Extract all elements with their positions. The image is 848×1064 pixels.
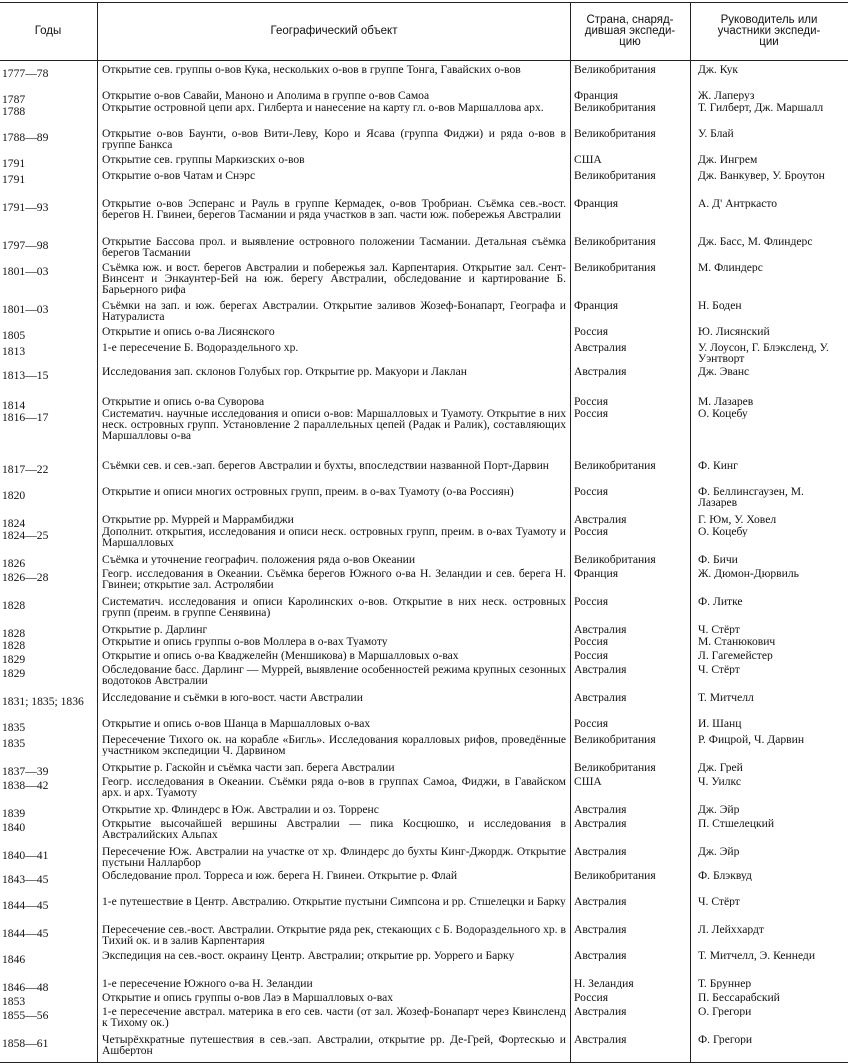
row-leader: Дж. Эванс <box>698 366 750 377</box>
row-country: Франция <box>574 90 619 101</box>
row-leader: Р. Фицрой, Ч. Дарвин <box>698 734 805 745</box>
row-object: Пересечение сев.-вост. Австралии. Открытие ряда рек, стекающих с Б. Водораздельного хр. в Тихий ок. и в залив Карпентария <box>102 924 566 946</box>
row-leader: О. Коцебу <box>698 408 748 419</box>
row-year: 1837—39 <box>2 766 49 777</box>
row-leader: Дж. Басс, М. Флиндерс <box>698 236 813 247</box>
row-year: 1805 <box>2 330 26 341</box>
row-leader: Дж. Эйр <box>698 846 740 857</box>
row-leader: О. Коцебу <box>698 526 748 537</box>
row-object: Съёмки сев. и сев.-зап. берегов Австралии и бухты, впоследствии названной Порт-Дарвин <box>102 460 550 471</box>
row-country: Россия <box>574 326 609 337</box>
row-country: Великобритания <box>574 262 656 273</box>
row-country: Австралия <box>574 846 627 857</box>
row-year: 1788 <box>2 106 26 117</box>
row-object: Открытие о-вов Эсперанс и Рауль в группе Кермадек, о-вов Тробриан. Съёмка сев.-вост. берегов Н. Гвинеи, берегов Тасмании и ряда участков в зап. части юж. побережья Австралии <box>102 198 566 220</box>
row-leader: Ж. Дюмон-Дюрвиль <box>698 568 799 579</box>
row-country: Франция <box>574 300 619 311</box>
row-leader: Л. Гагемейстер <box>698 650 773 661</box>
row-leader: М. Лазарев <box>698 396 754 407</box>
row-year: 1828 <box>2 640 26 651</box>
row-object: Открытие и опись о-вов Шанца в Маршалловых о-вах <box>102 718 371 729</box>
row-year: 1840—41 <box>2 850 49 861</box>
row-object: Дополнит. открытия, исследования и описи неск. островных групп, преим. в о-вах Туамоту и Маршалловых <box>102 526 566 548</box>
row-year: 1846 <box>2 954 26 965</box>
row-country: Великобритания <box>574 128 656 139</box>
row-leader: Т. Митчелл <box>698 692 754 703</box>
row-object: 1-е пересечение Б. Водораздельного хр. <box>102 342 299 353</box>
row-year: 1835 <box>2 738 26 749</box>
row-leader: Л. Лейххардт <box>698 924 764 935</box>
row-year: 1843—45 <box>2 874 49 885</box>
row-leader: Т. Митчелл, Э. Кеннеди <box>698 950 816 961</box>
row-country: Россия <box>574 992 609 1003</box>
row-leader: Ф. Литке <box>698 596 743 607</box>
header-leader: Руководитель или участники экспеди- ции <box>717 13 821 48</box>
row-object: 1-е пересечение австрал. материка в его сев. части (от зал. Жозеф-Бонапарт через Квинсленд к Тихому ок.) <box>102 1006 566 1028</box>
row-leader: Дж. Кук <box>698 64 739 75</box>
row-object: 1-е пересечение Южного о-ва Н. Зеландии <box>102 978 313 989</box>
row-leader: У. Блай <box>698 128 734 139</box>
row-leader: Ф. Блэквуд <box>698 870 752 881</box>
row-leader: Ф. Беллинсгаузен, М. Лазарев <box>698 486 804 508</box>
row-country: Австралия <box>574 924 627 935</box>
row-country: Россия <box>574 650 609 661</box>
row-object: Открытие Бассова прол. и выявление островного положении Тасмании. Детальная съёмка берегов Тасмании <box>102 236 566 258</box>
row-year: 1839 <box>2 808 26 819</box>
row-leader: Ч. Стёрт <box>698 664 740 675</box>
row-year: 1853 <box>2 996 26 1007</box>
row-country: Россия <box>574 486 609 497</box>
row-leader: О. Грегори <box>698 1006 752 1017</box>
row-leader: Ж. Лаперуз <box>698 90 755 101</box>
row-year: 1824—25 <box>2 530 49 541</box>
row-object: Геогр. исследования в Океании. Съёмки ряда о-вов в группах Самоа, Фиджи, в Гавайском арх. и арх. Туамоту <box>102 776 566 798</box>
row-year: 1840 <box>2 822 26 833</box>
row-country: Австралия <box>574 664 627 675</box>
row-object: Экспедиция на сев.-вост. окраину Центр. Австралии; открытие рр. Уоррего и Барку <box>102 950 515 961</box>
row-leader: Г. Юм, У. Ховел <box>698 514 777 525</box>
row-year: 1791 <box>2 174 26 185</box>
row-object: Съёмка и уточнение географич. положения ряда о-вов Океании <box>102 554 416 565</box>
row-object: Открытие островной цепи арх. Гилберта и нанесение на карту гл. о-вов Маршаллова арх. <box>102 102 544 113</box>
row-leader: П. Бессарабский <box>698 992 780 1003</box>
row-year: 1801—03 <box>2 304 49 315</box>
row-country: Великобритания <box>574 236 656 247</box>
row-country: Россия <box>574 396 609 407</box>
row-country: Россия <box>574 526 609 537</box>
row-country: Австралия <box>574 514 627 525</box>
row-object: Открытие р. Дарлинг <box>102 624 208 635</box>
row-object: Съёмка юж. и вост. берегов Австралии и побережья зал. Карпентария. Открытие зал. Сент-Винсент и Энкаунтер-Бей на юж. берегу Австралии, обследование и картирование Б. Барьерного рифа <box>102 262 566 295</box>
row-leader: Ф. Грегори <box>698 1034 753 1045</box>
row-country: Россия <box>574 596 609 607</box>
header-object: Географический объект <box>270 24 398 37</box>
row-leader: Ю. Лисянский <box>698 326 770 337</box>
row-year: 1846—48 <box>2 982 49 993</box>
row-year: 1788—89 <box>2 132 49 143</box>
row-country: Австралия <box>574 1034 627 1045</box>
column-divider <box>570 2 571 1062</box>
row-country: Австралия <box>574 804 627 815</box>
row-object: Исследование и съёмки в юго-вост. части Австралии <box>102 692 363 703</box>
row-year: 1858—61 <box>2 1038 49 1049</box>
row-country: Великобритания <box>574 170 656 181</box>
row-country: Франция <box>574 198 619 209</box>
row-leader: П. Стшелецкий <box>698 818 775 829</box>
row-country: Великобритания <box>574 64 656 75</box>
row-object: Открытие р. Гаскойн и съёмка части зап. берега Австралии <box>102 762 395 773</box>
row-year: 1855—56 <box>2 1010 49 1021</box>
row-year: 1777—78 <box>2 68 49 79</box>
row-year: 1813—15 <box>2 370 49 381</box>
row-country: США <box>574 154 602 165</box>
row-year: 1828 <box>2 628 26 639</box>
row-leader: А. Д' Антркасто <box>698 198 778 209</box>
row-object: Открытие сев. группы о-вов Кука, нескольких о-вов в группе Тонга, Гавайских о-вов <box>102 64 521 75</box>
header-bottom-rule <box>0 60 848 61</box>
row-leader: И. Шанц <box>698 718 742 729</box>
row-object: Открытие сев. группы Маркизских о-вов <box>102 154 305 165</box>
row-year: 1829 <box>2 668 26 679</box>
table-bottom-rule <box>0 1062 848 1063</box>
row-country: Великобритания <box>574 734 656 745</box>
row-leader: Ф. Кинг <box>698 460 738 471</box>
row-country: Австралия <box>574 950 627 961</box>
row-object: Открытие и опись о-ва Лисянского <box>102 326 275 337</box>
row-year: 1824 <box>2 518 26 529</box>
row-leader: Т. Бруннер <box>698 978 752 989</box>
row-year: 1826 <box>2 558 26 569</box>
row-object: Открытие о-вов Чатам и Снэрс <box>102 170 256 181</box>
header-years: Годы <box>34 24 62 37</box>
row-country: Великобритания <box>574 762 656 773</box>
row-year: 1831; 1835; 1836 <box>2 696 84 707</box>
row-year: 1813 <box>2 346 26 357</box>
row-object: Открытие и опись о-ва Кваджелейн (Меншикова) в Маршалловых о-вах <box>102 650 459 661</box>
row-object: Открытие и опись группы о-вов Моллера в о-вах Туамоту <box>102 636 388 647</box>
row-leader: Ч. Уилкс <box>698 776 742 787</box>
row-year: 1844—45 <box>2 928 49 939</box>
row-object: Открытие и опись о-ва Суворова <box>102 396 265 407</box>
row-country: США <box>574 776 602 787</box>
row-country: Австралия <box>574 342 627 353</box>
row-object: Открытие и опись группы о-вов Лаэ в Маршалловых о-вах <box>102 992 394 1003</box>
row-leader: М. Флиндерс <box>698 262 763 273</box>
row-object: Обследование басс. Дарлинг — Муррей, выявление особенностей режима крупных сезонных водотоков Австралии <box>102 664 566 686</box>
row-leader: Дж. Ингрем <box>698 154 758 165</box>
row-year: 1844—45 <box>2 900 49 911</box>
row-country: Австралия <box>574 366 627 377</box>
row-object: Пересечение Тихого ок. на корабле «Бигль». Исследования коралловых рифов, проведённые участником экспедиции Ч. Дарвином <box>102 734 566 756</box>
row-object: Съёмки на зап. и юж. берегах Австралии. Открытие заливов Жозеф-Бонапарт, Географа и Натуралиста <box>102 300 566 322</box>
row-object: Пересечение Юж. Австралии на участке от хр. Флиндерс до бухты Кинг-Джордж. Открытие пустыни Налларбор <box>102 846 566 868</box>
row-object: Геогр. исследования в Океании. Съёмка берегов Южного о-ва Н. Зеландии и сев. берега Н. Гвинеи; открытие зал. Астролябии <box>102 568 566 590</box>
row-country: Россия <box>574 718 609 729</box>
row-country: Австралия <box>574 692 627 703</box>
row-leader: Дж. Эйр <box>698 804 740 815</box>
row-object: Открытие и описи многих островных групп, преим. в о-вах Туамоту (о-ва Россиян) <box>102 486 514 497</box>
row-country: Россия <box>574 636 609 647</box>
column-divider <box>97 2 98 1062</box>
row-year: 1816—17 <box>2 412 49 423</box>
row-leader: Ч. Стёрт <box>698 624 740 635</box>
header-country: Страна, снаряд- дившая экспеди- цию <box>584 13 676 48</box>
row-year: 1828 <box>2 600 26 611</box>
row-leader: Ф. Бичи <box>698 554 738 565</box>
row-object: 1-е путешествие в Центр. Австралию. Открытие пустыни Симпсона и рр. Стшелецки и Барку <box>102 896 566 907</box>
row-leader: М. Станюкович <box>698 636 776 647</box>
row-leader: Ч. Стёрт <box>698 896 740 907</box>
row-object: Систематич. научные исследования и описи о-вов: Маршалловых и Туамоту. Открытие в них неск. островных групп. Установление 2 параллельных цепей (Радак и Ралик), составляющих Маршалловы о-ва <box>102 408 566 441</box>
row-object: Открытие высочайшей вершины Австралии — пика Косцюшко, и исследования в Австралийских Альпах <box>102 818 566 840</box>
row-object: Открытие хр. Флиндерс в Юж. Австралии и оз. Торренс <box>102 804 379 815</box>
row-year: 1817—22 <box>2 464 49 475</box>
row-country: Россия <box>574 408 609 419</box>
row-object: Систематич. исследования и описи Каролинских о-вов. Открытие в них неск. островных групп (преим. в группе Сенявина) <box>102 596 566 618</box>
row-object: Открытие о-вов Савайи, Маноно и Аполима в группе о-вов Самоа <box>102 90 430 101</box>
row-year: 1791—93 <box>2 202 49 213</box>
row-country: Великобритания <box>574 102 656 113</box>
table-top-rule <box>0 2 848 3</box>
row-object: Четырёхкратные путешествия в сев.-зап. Австралии, открытие рр. Де-Грей, Фортескью и Ашбертон <box>102 1034 566 1056</box>
row-year: 1820 <box>2 490 26 501</box>
row-leader: Дж. Ванкувер, У. Броутон <box>698 170 825 181</box>
row-year: 1814 <box>2 400 26 411</box>
row-leader: Н. Боден <box>698 300 742 311</box>
row-year: 1826—28 <box>2 572 49 583</box>
row-country: Великобритания <box>574 870 656 881</box>
row-country: Австралия <box>574 818 627 829</box>
row-leader: У. Лоусон, Г. Блэксленд, У. Уэнтворт <box>698 342 829 364</box>
row-object: Открытие о-вов Баунти, о-вов Вити-Леву, Коро и Ясава (группа Фиджи) и ряда о-вов в группе Банкса <box>102 128 566 150</box>
row-year: 1791 <box>2 158 26 169</box>
row-country: Великобритания <box>574 554 656 565</box>
row-object: Открытие рр. Муррей и Маррамбиджи <box>102 514 294 525</box>
row-year: 1835 <box>2 722 26 733</box>
row-country: Франция <box>574 568 619 579</box>
row-year: 1838—42 <box>2 780 49 791</box>
row-country: Австралия <box>574 624 627 635</box>
row-year: 1797—98 <box>2 240 49 251</box>
row-leader: Т. Гилберт, Дж. Маршалл <box>698 102 824 113</box>
row-year: 1787 <box>2 94 26 105</box>
row-country: Австралия <box>574 1006 627 1017</box>
row-country: Великобритания <box>574 460 656 471</box>
row-object: Исследования зап. склонов Голубых гор. Открытие рр. Макуори и Лаклан <box>102 366 467 377</box>
row-country: Австралия <box>574 896 627 907</box>
row-leader: Дж. Грей <box>698 762 743 773</box>
row-object: Обследование прол. Торреса и юж. берега Н. Гвинеи. Открытие р. Флай <box>102 870 458 881</box>
row-country: Н. Зеландия <box>574 978 634 989</box>
column-divider <box>690 2 691 1062</box>
row-year: 1801—03 <box>2 266 49 277</box>
row-year: 1829 <box>2 654 26 665</box>
